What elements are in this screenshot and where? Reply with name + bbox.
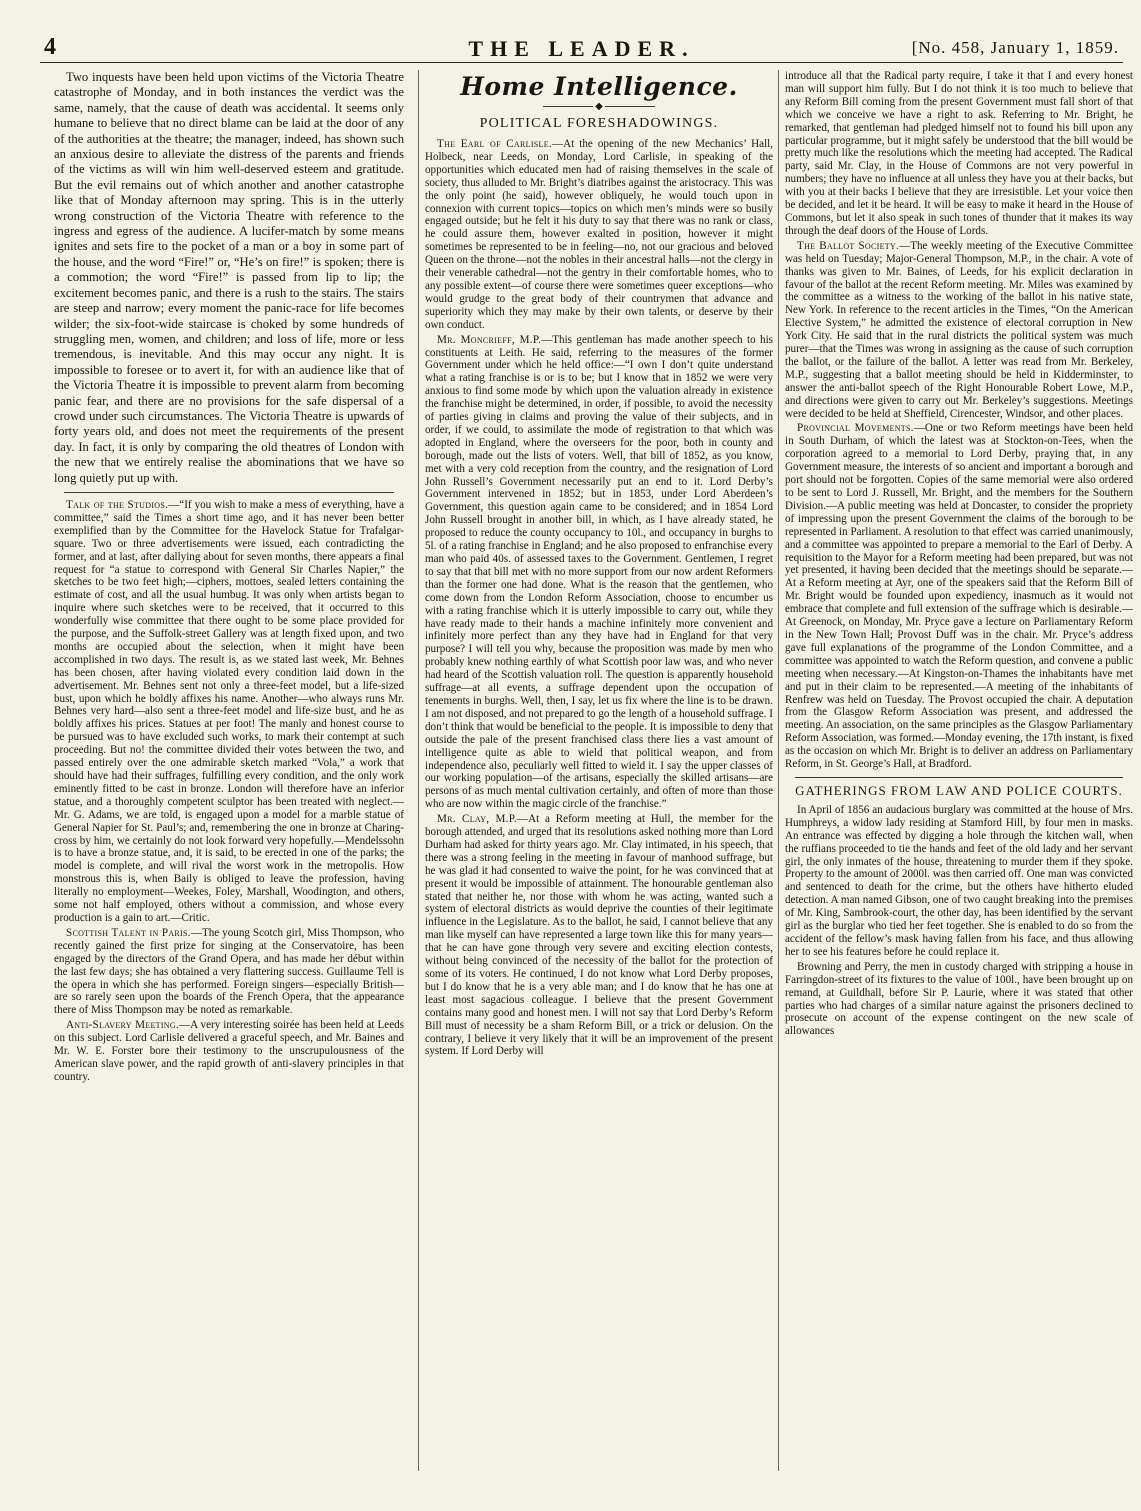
anti-slavery-text: —A very interesting soirée has been held at Leeds on this subject. Lord Carlisle delivered a graceful speech, and Mr. Baines and Mr. W. E. Forster bore their testimony to the unscrupulousness of the American slave power, and the rapid growth of anti-slavery principles in that country.	[54, 1019, 404, 1083]
law-paragraph-2: Browning and Perry, the men in custody charged with stripping a house in Farringdon-street of its fixtures to the value of 100l., have been brought up on remand, at Guildhall, before Sir P. Laurie, where it was stated that other parties who had charges of a similar nature against the prisoners declined to prosecute on account of the expense contingent on the new scale of allowances	[785, 960, 1133, 1038]
carlisle-text: —At the opening of the new Mechanics’ Hall, Holbeck, near Leeds, on Monday, Lord Carlisle, in speaking of the opportunities which educated men had of raising themselves in the scale of society, thus alluded to Mr. Bright’s diatribes against the aristocracy. This was the only point (he said), however obliquely, he would touch upon in connexion with current topics—topics on which men’s minds were so busily engaged outside; but he felt it his duty to say that there was no rank or class, he could assure them, however exalted in position, however it might sometimes be represented to be in feeling—no, not our gracious and beloved Queen on the throne—not the nobles in their ancestral halls—not the clergy in their venerable cathedral—not the gentry in their comfortable homes, who to any possible extent—of course there were sometimes queer exceptions—who would grudge to the great body of their countrymen that advance and superiority which they may make by their own talents, or deserve by their own conduct.	[425, 138, 773, 331]
moncrieff-text: —This gentleman has made another speech to his constituents at Leith. He said, referring to the measures of the former Government under which he held office:—“I own I don’t quite understand what a rating franchise is or is to be; but I know that in 1852 we were very anxious to find some mode by which upon the valuation already in existence the franchise might be determined, in order, if possible, to avoid the necessity of parties giving in claims and proving the value of their subjects, and in order, if we could, to assimilate the mode of registration to that which was adopted in England, where the overseers for the poor, both in county and borough, made out the lists of voters. Well, that bill of 1852, as you know, met with a very cold reception from the country, and the resignation of Lord John Russell’s Government necessarily put an end to it. Lord Derby’s Government intervened in 1852; but in 1853, under Lord Aberdeen’s Government, this question again came to be considered; and in 1854 Lord John Russell brought in another bill, in which, as I have already stated, he proposed to reduce the county occupancy to 10l., and occupancy in burghs to 5l. of a rating franchise in England; and he also proposed to enfranchise every man who paid 40s. of assessed taxes to the Government. Gentlemen, I regret to say that that bill met with no more support from our now ardent Reformers than the former one had done. What is the reason that the gentlemen, who come down from the London Reform Association, choose to encumber us with a rating franchise which it is utterly impossible to carry out, while they have ready made to their hands a machine infinitely more convenient and infinitely more perfect than any they have had in England for that very purpose? I will tell you why, because the proposition was made by men who probably knew nothing earthly of what Scottish poor law was, and who never had heard of the Scottish valuation roll. The question is apparently household suffrage—at all events, a suffrage dependent upon the occupation of tenements in burghs. Well, then, I say, let us fix where the line is to be drawn. I am not disposed, and not prepared to go the length of a household suffrage. I don’t think that would be beneficial to the people. It is impossible to deny that outside the pale of the present franchised class there lies a vast amount of intelligence quite as able to wield that political weapon, and from independence also, peculiarly well fitted to wield it. I say the upper classes of our working population—of the artisans, especially the skilled artisans—are persons of as much mental cultivation certainly, and often of more than those who are now within the magic circle of the franchise.”	[425, 333, 773, 811]
provincial-paragraph	[785, 422, 1133, 770]
masthead	[40, 32, 1123, 63]
law-subhead: GATHERINGS FROM LAW AND POLICE COURTS.	[795, 782, 1123, 798]
moncrieff-heading: Mr. Moncrieff, M.P.	[437, 333, 542, 346]
issue-info: [No. 458, January 1, 1859.	[911, 38, 1119, 57]
scottish-heading: Scottish Talent in Paris.	[66, 926, 191, 939]
clay-heading: Mr. Clay, M.P.	[437, 813, 518, 826]
studios-paragraph	[54, 499, 404, 925]
section-divider-rule	[795, 777, 1123, 778]
studios-text: —“If you wish to make a mess of everything, have a committee,” said the Times a short time ago, and it has never been better exemplified than by the Committee for the Havelock Statue for Trafalgar-square. Two or three advertisements were issued, each contradicting the former, and at last, after dallying about for seven months, there appears a final request for “a statue to correspond with General Sir Charles Napier,” the sketches to be two feet high;—ciphers, mottoes, sealed letters containing the estimate of cost, and all the usual humbug. It was only when artists began to inquire where such sketches were to be received, that it occurred to this wonderfully wise committee that there ought to be some place provided for the purpose, and the Suffolk-street Gallery was at length fixed upon, and two months are occupied about the selection, when it might have been accomplished in two days. The result is, as we stated last week, Mr. Behnes has been chosen, after having violated every condition laid down in the advertisement. Mr. Behnes sent not only a three-feet model, but a life-sized bust, upon which he boldly affixes his name. Another—who always runs Mr. Behnes very hard—also sent a three-feet model and life-size bust, and he as boldly affixes his prices. Statues at per foot! The manly and honest course to be pursued was to have excluded such works, to mark their contempt at such proceeding. But no! the committee divided their votes between the two, and passed entirely over the one admirable sketch marked “Vola,” a work that should have had their suffrages, fulfilling every condition, and the only work eminently fitted to be cast in bronze. London will therefore have an inferior statue, and a thoroughly competent sculptor has been treated with neglect.—Mr. G. Adams, we are told, is engaged upon a model for a marble statue of General Napier for St. Paul’s; and, remembering the one in bronze at Charing-cross by him, we certainly do not look forward very hopefully.—Mendelssohn is to have a bronze statue, and, it is said, to be erected in one of the parks; the model is complete, and will rival the worst work in the metropolis. How monstrous this is, when Baily is obliged to leave the profession, having literally no employment—Weekes, Foley, Marshall, Woodington, and others, some not half employed, others without a commission, and whose every production is a gain to art.—Critic.	[54, 498, 404, 924]
clay-paragraph	[425, 813, 773, 1058]
provincial-text: —One or two Reform meetings have been held in South Durham, of which the latest was at Stockton-on-Tees, when the corporation agreed to a memorial to Lord Derby, praying that, in any Government measure, the interests of so ancient and important a borough and port should not be forgotten. Copies of the same memorial were also ordered to be sent to Lord J. Russell, Mr. Bright, and the members for the Southern Division.—A public meeting was held at Doncaster, to consider the propriety of impressing upon the present Government the claims of the borough to be represented in Parliament. A resolution to that effect was carried unanimously, and a committee was appointed to prepare a memorial to the Earl of Derby. A requisition to the Mayor for a Reform meeting had been prepared, but was not yet presented, it having been decided that the meetings should be separate.—At a Reform meeting at Ayr, one of the speakers said that the Reform Bill of Mr. Bright would be founded upon expediency, inasmuch as it would not embrace that complete and full extension of the suffrage which is desirable.—At Greenock, on Monday, Mr. Pryce gave a lecture on Parliamentary Reform in the New Town Hall; Provost Duff was in the chair. Mr. Pryce’s address gave full explanations of the programme of the London Committee, and a committee was appointed to watch the Reform question, and convene a public meeting when necessary.—At Kingston-on-Thames the inhabitants have met and put in their claim to be represented.—A meeting of the inhabitants of Renfrew was held on Tuesday. The Provost occupied the chair. A deputation from the Glasgow Reform Association was present, and addressed the meeting. An association, on the same principles as the Glasgow Parliamentary Reform Association, was formed.—Monday evening, the 17th instant, is fixed as the occasion on which Mr. Bright is to deliver an address on Parliamentary Reform, in St. George’s Hall, at Bradford.	[785, 422, 1133, 771]
law-paragraph-1: In April of 1856 an audacious burglary was committed at the house of Mrs. Humphreys, a widow lady residing at Stamford Hill, by four men in masks. An entrance was effected by digging a hole through the kitchen wall, when the ruffians proceeded to tie the hands and feet of the old lady and her servant girl, the only inmates of the house, threatening to murder them if they spoke. Property to the amount of 2000l. was then carried off. One man was convicted and sentenced to death for the crime, but the others have hitherto eluded detection. A man named Gibson, one of two caught breaking into the premises of Mr. King, Sambrook-court, the other day, has been identified by the servant girl as the burglar who tied her feet together. She is enabled to do so from the accident of the fellow’s mask having fallen from his face, and thus allowing her to see his features before he could replace it.	[785, 803, 1133, 958]
section-title: Home Intelligence.	[460, 72, 738, 101]
clay-continued-paragraph: introduce all that the Radical party require, I take it that I and every honest man will support him fully. But I do not think it is too much to believe that any Reform Bill coming from the present Government must fall short of that which we conceive we have a right to ask. Referring to Mr. Bright, he remarked, that gentleman had pledged himself not to found his bill upon any particular programme, but it might safely be understood that the bill would be pretty much like the resolutions which the meeting had accepted. The Radical party, said Mr. Clay, in the House of Commons are not very powerful in numbers; they have no influence at all unless they have you at their backs, but with you at their backs I believe that they are irresistible. Let your voice then be decided, and let it be heard. It will be easy to make it heard in the House of Commons, but let it also speak in such tones of thunder that it makes its way through the deaf doors of the House of Lords.	[785, 70, 1133, 237]
clay-text: —At a Reform meeting at Hull, the member for the borough attended, and urged that its resolutions asked nothing more than Lord Durham had asked for thirty years ago. Mr. Clay intimated, in his speech, that there was a strong feeling in the meeting in favour of manhood suffrage, but he was glad it had consented to waive the point, for he was convinced that at present it would be impossible of attainment. The honourable gentleman also stated that neither he, nor those with whom he was acting, wanted such a system of electoral districts as would deprive the counties of their legitimate influence in the Legislature. As to the ballot, he said, I cannot believe that any man like myself can have represented a large town like this for many years—that he can have gone through very severe and exciting election contests, without being convinced of the necessity of the ballot for the protection of some of its voters. He continued, I do not know what Lord Derby proposes, but I do know that he is a very able man; and I do know that he has one at least most sagacious colleague. I believe that the present Government contains many good and honest men. I will not say that Lord Derby’s Reform Bill must of necessity be a sham Reform Bill, or a trick or delusion. On the contrary, I believe it very likely that it will be an improvement of the present system. If Lord Derby will	[425, 813, 773, 1058]
title-ornament: ◆	[425, 101, 773, 112]
carlisle-heading: The Earl of Carlisle.	[437, 138, 552, 150]
column-2	[418, 70, 773, 1471]
column-1	[54, 70, 404, 1471]
ballot-heading: The Ballot Society.	[797, 239, 900, 252]
political-subhead: POLITICAL FORESHADOWINGS.	[479, 116, 719, 131]
anti-slavery-heading: Anti-Slavery Meeting.	[66, 1019, 180, 1032]
scottish-paragraph	[54, 927, 404, 1017]
ballot-text: —The weekly meeting of the Executive Committee was held on Tuesday; Major-General Thompson, M.P., in the chair. A vote of thanks was given to Mr. Baines, of Leeds, for his explicit declaration in favour of the ballot at the recent Reform meeting. Mr. Miles was examined by the committee as a witness to the working of the ballot in his native state, New York. In reference to the recent articles in the Times, “On the American Elective System,” he admitted the existence of electoral corruption in New York City. He said that in the rural districts the political system was much purer—that the Times was wrong in assigning as the cause of such corruption the ballot, or the failure of the ballot. A letter was read from Mr. Berkeley, M.P., suggesting that a ballot meeting should be held in Kidderminster, to answer the anti-ballot speech of the Right Honourable Robert Lowe, M.P., and directions were given to carry out Mr. Berkeley’s suggestions. Meetings were decided to be held at Sheffield, Cirencester, Windsor, and other places.	[785, 239, 1133, 420]
newspaper-title: THE LEADER.	[468, 36, 695, 61]
carlisle-paragraph	[425, 138, 773, 332]
column-divider-rule	[64, 492, 394, 493]
provincial-heading: Provincial Movements.	[797, 422, 914, 435]
moncrieff-paragraph	[425, 334, 773, 812]
studios-heading: Talk of the Studios.	[66, 498, 169, 511]
column-3	[778, 70, 1133, 1471]
ballot-paragraph	[785, 240, 1133, 421]
anti-slavery-paragraph	[54, 1019, 404, 1084]
lead-paragraph: Two inquests have been held upon victims of the Victoria Theatre catastrophe of Monday, and in both instances the verdict was the same, namely, that the cause of death was accidental. It seems only humane to believe that no direct blame can be laid at the door of any of the authorities at the theatre; the manager, indeed, has shown such an anxious desire to alleviate the distress of the parents and friends of the victims as will win him well-deserved esteem and gratitude. But the evil remains out of which another and another catastrophe like that of Monday afternoon may spring. This is in the utterly wrong construction of the Victoria Theatre with reference to the ingress and egress of the audience. A lucifer-match by some means ignites and sets fire to the pocket of a man or a boy in some part of the house, and the word “Fire!” or, “He’s on fire!” is spoken; there is a commotion; the word “Fire!” is passed from lip to lip; the excitement becomes panic, and there is a rush to the stairs. The stairs are steep and narrow; every moment the panic-race for life becomes wilder; the six-foot-wide staircase is choked by some hundreds of struggling men, women, and children; and loss of life, more or less tremendous, is inevitable. And this may occur any night. It is impossible to foresee or to avert it, for with an audience like that of the Victoria Theatre it is impossible to prevent alarm from becoming panic fear, and there are no provisions for the safe dispersal of a crowd under such circumstances. The Victoria Theatre is upwards of forty years old, and does not meet the requirements of the present day. In fact, it is only by comparing the old theatres of London with the new that we entirely realise the abominations that we have so long quietly put up with.	[54, 70, 404, 485]
scottish-text: —The young Scotch girl, Miss Thompson, who recently gained the first prize for singing at the Conservatoire, has been engaged by the directors of the Grand Opera, and has made her début within the last few days; she has obtained a very flattering success. Guillaume Tell is the opera in which she has performed. Foreign singers—especially British—are so rarely seen upon the boards of the French Opera, that the appearance there of Miss Thompson may be noted as remarkable.	[54, 926, 404, 1017]
page-number: 4	[44, 34, 56, 60]
